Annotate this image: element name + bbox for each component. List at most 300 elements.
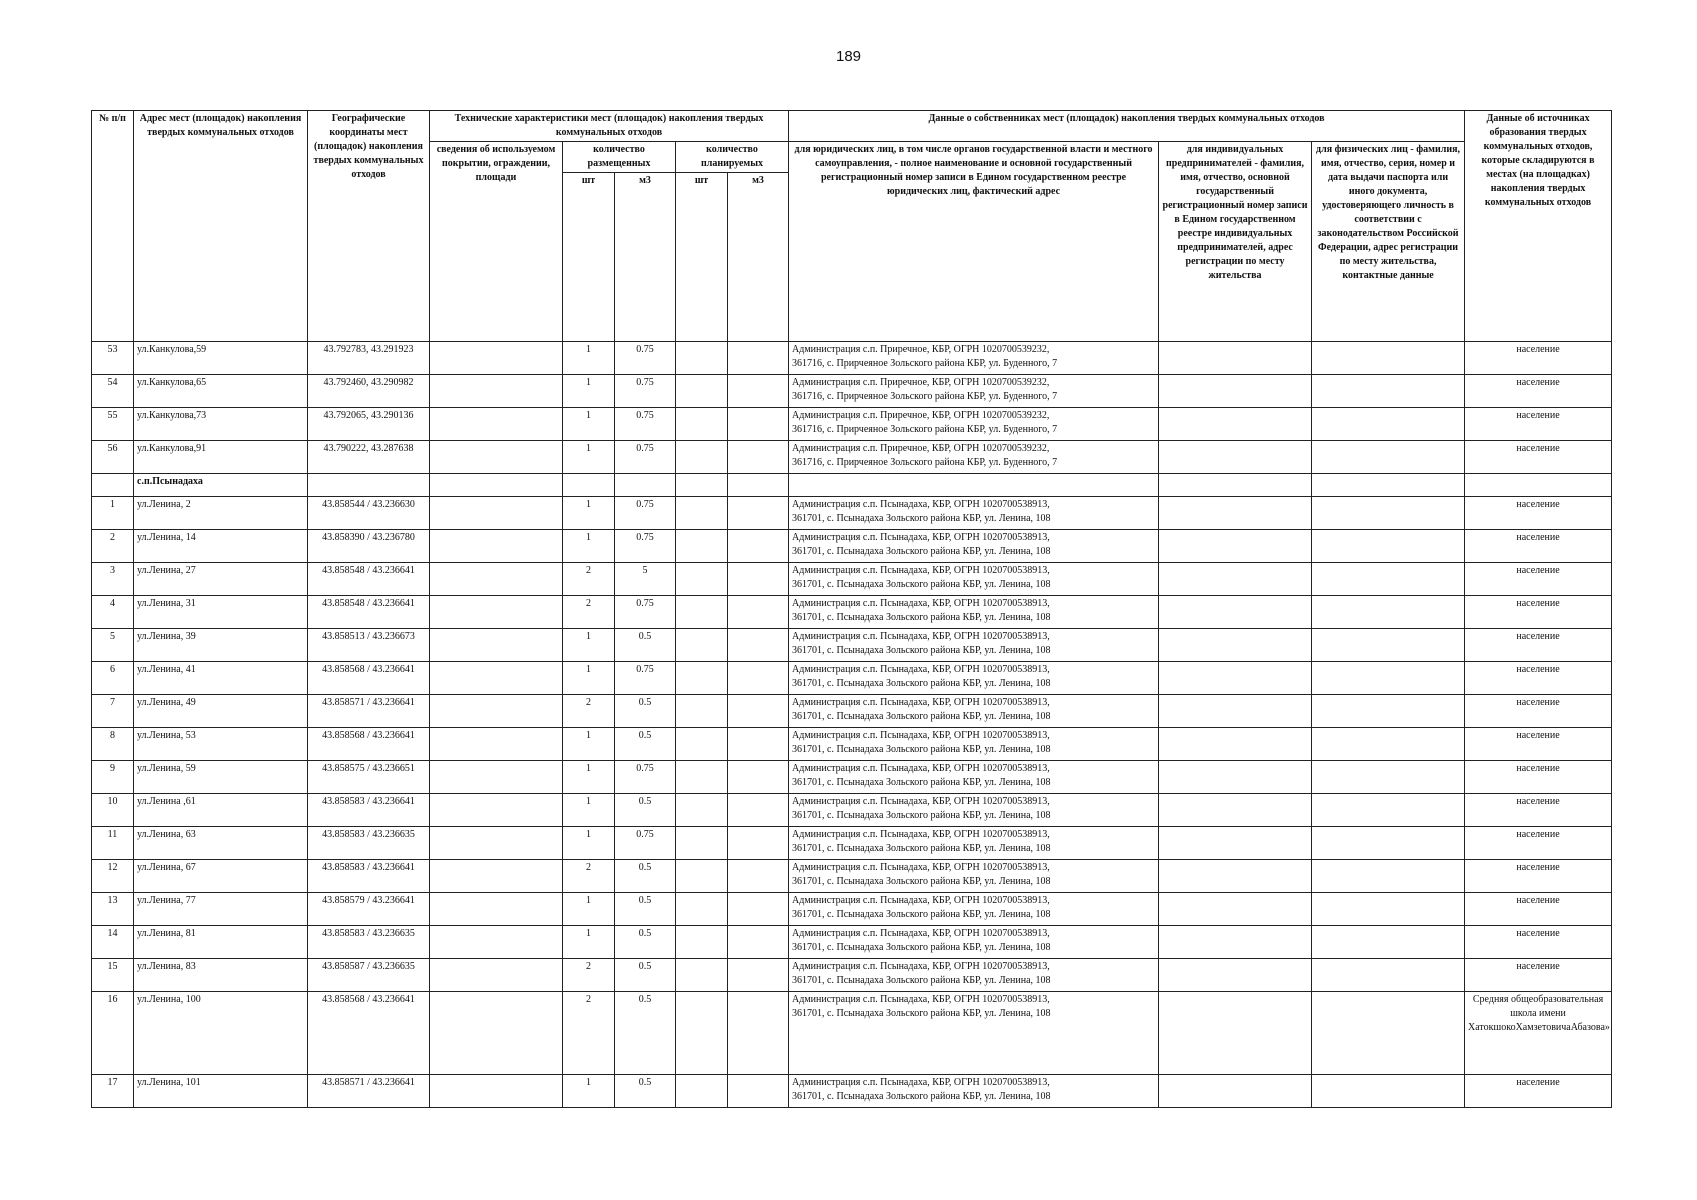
- cell-planned-m3: [728, 497, 789, 530]
- table-row: [92, 596, 1612, 629]
- cell-placed-pcs: 1: [563, 441, 615, 474]
- cell-placed-m3: 0.5: [615, 893, 676, 926]
- cell-legal-owner: [789, 860, 1159, 893]
- owner-line-1: Администрация с.п. Псынадаха, КБР, ОГРН 1020700538913,: [792, 598, 1050, 609]
- cell-legal-owner: [789, 959, 1159, 992]
- cell-placed-pcs: 1: [563, 926, 615, 959]
- owner-line-1: Администрация с.п. Псынадаха, КБР, ОГРН 1020700538913,: [792, 664, 1050, 675]
- cell-address: ул.Ленина, 53: [134, 728, 308, 761]
- owner-line-2: 361701, с. Псынадаха Зольского района КБР, ул. Ленина, 108: [792, 513, 1051, 524]
- cell-source: население: [1465, 441, 1612, 474]
- cell-planned-m3: [728, 827, 789, 860]
- owner-line-2: 361701, с. Псынадаха Зольского района КБР, ул. Ленина, 108: [792, 810, 1051, 821]
- cell-placed-pcs: 1: [563, 530, 615, 563]
- cell-placed-m3: 0.5: [615, 992, 676, 1075]
- owner-line-1: Администрация с.п. Псынадаха, КБР, ОГРН 1020700538913,: [792, 895, 1050, 906]
- cell-planned-pcs: [676, 342, 728, 375]
- header-owners: Данные о собственниках мест (площадок) накопления твердых коммунальных отходов: [789, 111, 1465, 142]
- cell-surface: [430, 695, 563, 728]
- cell-planned-m3: [728, 1075, 789, 1108]
- cell-individual: [1312, 530, 1465, 563]
- cell-individual: [1312, 794, 1465, 827]
- cell-surface: [430, 1075, 563, 1108]
- cell-coords: 43.858575 / 43.236651: [308, 761, 430, 794]
- owner-line-2: 361701, с. Псынадаха Зольского района КБР, ул. Ленина, 108: [792, 744, 1051, 755]
- cell-address: ул.Ленина, 67: [134, 860, 308, 893]
- cell-source: Средняя общеобразовательная школа имени ХатокшокоХамзетовичаАбазова»: [1465, 992, 1612, 1075]
- cell-coords: 43.858568 / 43.236641: [308, 662, 430, 695]
- cell-individual: [1312, 375, 1465, 408]
- cell-source: население: [1465, 629, 1612, 662]
- header-placed-pcs: шт: [563, 173, 615, 342]
- owner-line-1: Администрация с.п. Псынадаха, КБР, ОГРН 1020700538913,: [792, 994, 1050, 1005]
- cell-num: 10: [92, 794, 134, 827]
- cell-individual: [1312, 827, 1465, 860]
- table-row: [92, 408, 1612, 441]
- header-num: № п/п: [92, 111, 134, 342]
- cell-planned-m3: [728, 761, 789, 794]
- cell-coords: 43.858583 / 43.236635: [308, 827, 430, 860]
- owner-line-1: Администрация с.п. Приречное, КБР, ОГРН 1020700539232,: [792, 410, 1050, 421]
- cell-planned-pcs: [676, 794, 728, 827]
- cell-planned-pcs: [676, 1075, 728, 1108]
- cell-placed-m3: 0.5: [615, 695, 676, 728]
- cell-entrepreneur: [1159, 728, 1312, 761]
- cell-individual: [1312, 596, 1465, 629]
- table-row: [92, 563, 1612, 596]
- table-row: [92, 497, 1612, 530]
- cell-surface: [430, 794, 563, 827]
- cell-source: население: [1465, 1075, 1612, 1108]
- cell-coords: 43.858579 / 43.236641: [308, 893, 430, 926]
- cell-planned-pcs: [676, 497, 728, 530]
- cell-planned-pcs: [676, 530, 728, 563]
- cell-source: население: [1465, 695, 1612, 728]
- cell-source: население: [1465, 794, 1612, 827]
- cell-surface: [430, 827, 563, 860]
- cell-planned-pcs: [676, 893, 728, 926]
- cell-num: 3: [92, 563, 134, 596]
- cell-planned-m3: [728, 441, 789, 474]
- cell-planned-m3: [728, 342, 789, 375]
- cell-legal-owner: [789, 1075, 1159, 1108]
- cell-source: население: [1465, 893, 1612, 926]
- owner-line-1: Администрация с.п. Псынадаха, КБР, ОГРН 1020700538913,: [792, 862, 1050, 873]
- cell-placed-pcs: 2: [563, 695, 615, 728]
- owner-line-2: 361701, с. Псынадаха Зольского района КБР, ул. Ленина, 108: [792, 975, 1051, 986]
- cell-placed-pcs: 1: [563, 728, 615, 761]
- cell-legal-owner: [789, 695, 1159, 728]
- cell-num: 13: [92, 893, 134, 926]
- section-empty-cell: [430, 474, 563, 497]
- owner-line-1: Администрация с.п. Псынадаха, КБР, ОГРН 1020700538913,: [792, 928, 1050, 939]
- cell-entrepreneur: [1159, 761, 1312, 794]
- cell-planned-m3: [728, 926, 789, 959]
- section-empty-cell: [563, 474, 615, 497]
- cell-planned-m3: [728, 629, 789, 662]
- cell-address: ул.Канкулова,59: [134, 342, 308, 375]
- owner-line-1: Администрация с.п. Приречное, КБР, ОГРН 1020700539232,: [792, 443, 1050, 454]
- section-empty-cell: [789, 474, 1159, 497]
- cell-surface: [430, 992, 563, 1075]
- cell-source: население: [1465, 662, 1612, 695]
- owner-line-2: 361716, с. Прирчеяное Зольского района КБР, ул. Буденного, 7: [792, 424, 1058, 435]
- cell-planned-m3: [728, 695, 789, 728]
- cell-coords: 43.858571 / 43.236641: [308, 1075, 430, 1108]
- cell-placed-pcs: 1: [563, 794, 615, 827]
- header-individuals: для физических лиц - фамилия, имя, отчество, серия, номер и дата выдачи паспорта или иного документа, удостоверяющего личность в соответствии с законодательством Российской Федерации, адрес регистрации по месту жительства, контактные данные: [1312, 142, 1465, 342]
- cell-coords: 43.858544 / 43.236630: [308, 497, 430, 530]
- cell-placed-pcs: 2: [563, 563, 615, 596]
- cell-source: население: [1465, 342, 1612, 375]
- cell-surface: [430, 408, 563, 441]
- owner-line-2: 361716, с. Прирчеяное Зольского района КБР, ул. Буденного, 7: [792, 391, 1058, 402]
- cell-coords: 43.858587 / 43.236635: [308, 959, 430, 992]
- owner-line-1: Администрация с.п. Приречное, КБР, ОГРН 1020700539232,: [792, 344, 1050, 355]
- cell-address: ул.Ленина, 39: [134, 629, 308, 662]
- cell-planned-m3: [728, 596, 789, 629]
- cell-legal-owner: [789, 408, 1159, 441]
- cell-coords: 43.858583 / 43.236641: [308, 860, 430, 893]
- cell-planned-m3: [728, 530, 789, 563]
- owner-line-2: 361701, с. Псынадаха Зольского района КБР, ул. Ленина, 108: [792, 909, 1051, 920]
- cell-placed-pcs: 1: [563, 497, 615, 530]
- cell-surface: [430, 375, 563, 408]
- cell-placed-pcs: 2: [563, 860, 615, 893]
- cell-address: ул.Ленина, 101: [134, 1075, 308, 1108]
- cell-address: ул.Ленина, 2: [134, 497, 308, 530]
- cell-num: 4: [92, 596, 134, 629]
- cell-placed-m3: 0.5: [615, 959, 676, 992]
- header-legal: для юридических лиц, в том числе органов государственной власти и местного самоуправления, - полное наименование и основной государственный регистрационный номер записи в Едином государственном реестре юридических лиц, фактический адрес: [789, 142, 1159, 342]
- cell-address: ул.Ленина, 77: [134, 893, 308, 926]
- cell-num: 54: [92, 375, 134, 408]
- cell-placed-pcs: 2: [563, 596, 615, 629]
- cell-entrepreneur: [1159, 497, 1312, 530]
- table-row: [92, 860, 1612, 893]
- cell-legal-owner: [789, 497, 1159, 530]
- cell-entrepreneur: [1159, 662, 1312, 695]
- table-header: [92, 111, 1612, 342]
- cell-planned-pcs: [676, 375, 728, 408]
- owner-line-2: 361701, с. Псынадаха Зольского района КБР, ул. Ленина, 108: [792, 546, 1051, 557]
- cell-source: население: [1465, 408, 1612, 441]
- cell-address: ул.Канкулова,73: [134, 408, 308, 441]
- cell-address: ул.Ленина, 49: [134, 695, 308, 728]
- cell-address: ул.Ленина, 81: [134, 926, 308, 959]
- cell-placed-m3: 0.75: [615, 375, 676, 408]
- cell-placed-pcs: 1: [563, 1075, 615, 1108]
- owner-line-2: 361701, с. Псынадаха Зольского района КБР, ул. Ленина, 108: [792, 1091, 1051, 1102]
- cell-planned-pcs: [676, 992, 728, 1075]
- cell-placed-m3: 0.75: [615, 662, 676, 695]
- header-sources: Данные об источниках образования твердых коммунальных отходов, которые складируются в местах (на площадках) накопления твердых коммунальных отходов: [1465, 111, 1612, 342]
- owner-line-2: 361701, с. Псынадаха Зольского района КБР, ул. Ленина, 108: [792, 711, 1051, 722]
- cell-individual: [1312, 860, 1465, 893]
- cell-address: ул.Канкулова,91: [134, 441, 308, 474]
- table-row: [92, 728, 1612, 761]
- table-row: [92, 959, 1612, 992]
- owner-line-2: 361701, с. Псынадаха Зольского района КБР, ул. Ленина, 108: [792, 612, 1051, 623]
- cell-individual: [1312, 992, 1465, 1075]
- owner-line-2: 361716, с. Прирчеяное Зольского района КБР, ул. Буденного, 7: [792, 358, 1058, 369]
- section-num-cell: [92, 474, 134, 497]
- cell-legal-owner: [789, 893, 1159, 926]
- cell-entrepreneur: [1159, 441, 1312, 474]
- cell-surface: [430, 563, 563, 596]
- cell-legal-owner: [789, 992, 1159, 1075]
- cell-planned-pcs: [676, 761, 728, 794]
- header-address: Адрес мест (площадок) накопления твердых коммунальных отходов: [134, 111, 308, 342]
- section-empty-cell: [728, 474, 789, 497]
- cell-planned-m3: [728, 662, 789, 695]
- cell-individual: [1312, 926, 1465, 959]
- table-row: [92, 695, 1612, 728]
- table-row: [92, 992, 1612, 1075]
- cell-address: ул.Ленина, 31: [134, 596, 308, 629]
- cell-placed-m3: 0.75: [615, 530, 676, 563]
- cell-planned-pcs: [676, 860, 728, 893]
- cell-planned-m3: [728, 728, 789, 761]
- waste-sites-table: [91, 110, 1612, 1108]
- cell-coords: 43.858583 / 43.236641: [308, 794, 430, 827]
- cell-legal-owner: [789, 629, 1159, 662]
- section-empty-cell: [1312, 474, 1465, 497]
- cell-surface: [430, 860, 563, 893]
- cell-individual: [1312, 959, 1465, 992]
- cell-planned-pcs: [676, 827, 728, 860]
- cell-surface: [430, 959, 563, 992]
- cell-address: ул.Ленина, 100: [134, 992, 308, 1075]
- cell-planned-pcs: [676, 408, 728, 441]
- header-qty-placed: количество размещенных: [563, 142, 676, 173]
- cell-legal-owner: [789, 441, 1159, 474]
- cell-num: 1: [92, 497, 134, 530]
- owner-line-1: Администрация с.п. Псынадаха, КБР, ОГРН 1020700538913,: [792, 730, 1050, 741]
- cell-placed-pcs: 1: [563, 375, 615, 408]
- cell-individual: [1312, 695, 1465, 728]
- cell-num: 9: [92, 761, 134, 794]
- cell-legal-owner: [789, 827, 1159, 860]
- owner-line-1: Администрация с.п. Псынадаха, КБР, ОГРН 1020700538913,: [792, 697, 1050, 708]
- cell-address: ул.Ленина, 27: [134, 563, 308, 596]
- cell-entrepreneur: [1159, 596, 1312, 629]
- page-number: 189: [835, 48, 862, 65]
- cell-num: 11: [92, 827, 134, 860]
- cell-entrepreneur: [1159, 794, 1312, 827]
- cell-surface: [430, 497, 563, 530]
- cell-entrepreneur: [1159, 530, 1312, 563]
- cell-source: население: [1465, 497, 1612, 530]
- cell-individual: [1312, 728, 1465, 761]
- cell-planned-m3: [728, 408, 789, 441]
- cell-placed-pcs: 1: [563, 827, 615, 860]
- cell-coords: 43.858548 / 43.236641: [308, 596, 430, 629]
- cell-entrepreneur: [1159, 992, 1312, 1075]
- cell-placed-m3: 0.75: [615, 408, 676, 441]
- cell-planned-pcs: [676, 728, 728, 761]
- cell-source: население: [1465, 728, 1612, 761]
- cell-source: население: [1465, 827, 1612, 860]
- section-title: с.п.Псынадаха: [134, 474, 308, 497]
- cell-individual: [1312, 662, 1465, 695]
- table-row: [92, 761, 1612, 794]
- owner-line-2: 361701, с. Псынадаха Зольского района КБР, ул. Ленина, 108: [792, 843, 1051, 854]
- cell-entrepreneur: [1159, 1075, 1312, 1108]
- cell-surface: [430, 893, 563, 926]
- cell-num: 56: [92, 441, 134, 474]
- cell-entrepreneur: [1159, 629, 1312, 662]
- cell-coords: 43.792065, 43.290136: [308, 408, 430, 441]
- cell-planned-pcs: [676, 695, 728, 728]
- cell-individual: [1312, 342, 1465, 375]
- cell-coords: 43.790222, 43.287638: [308, 441, 430, 474]
- header-planned-m3: м3: [728, 173, 789, 342]
- owner-line-2: 361701, с. Псынадаха Зольского района КБР, ул. Ленина, 108: [792, 678, 1051, 689]
- cell-entrepreneur: [1159, 926, 1312, 959]
- owner-line-2: 361701, с. Псынадаха Зольского района КБР, ул. Ленина, 108: [792, 942, 1051, 953]
- owner-line-1: Администрация с.п. Псынадаха, КБР, ОГРН 1020700538913,: [792, 499, 1050, 510]
- cell-address: ул.Ленина, 14: [134, 530, 308, 563]
- cell-individual: [1312, 1075, 1465, 1108]
- cell-address: ул.Ленина, 41: [134, 662, 308, 695]
- cell-surface: [430, 441, 563, 474]
- cell-placed-pcs: 1: [563, 893, 615, 926]
- cell-placed-pcs: 2: [563, 992, 615, 1075]
- cell-legal-owner: [789, 761, 1159, 794]
- cell-placed-pcs: 1: [563, 408, 615, 441]
- cell-placed-m3: 0.75: [615, 497, 676, 530]
- table-row: [92, 893, 1612, 926]
- cell-placed-m3: 0.5: [615, 629, 676, 662]
- cell-num: 15: [92, 959, 134, 992]
- cell-coords: 43.792460, 43.290982: [308, 375, 430, 408]
- cell-num: 16: [92, 992, 134, 1075]
- cell-placed-pcs: 1: [563, 761, 615, 794]
- section-empty-cell: [1465, 474, 1612, 497]
- cell-surface: [430, 530, 563, 563]
- owner-line-1: Администрация с.п. Псынадаха, КБР, ОГРН 1020700538913,: [792, 796, 1050, 807]
- cell-coords: 43.858548 / 43.236641: [308, 563, 430, 596]
- cell-placed-m3: 0.5: [615, 926, 676, 959]
- cell-placed-m3: 5: [615, 563, 676, 596]
- cell-num: 53: [92, 342, 134, 375]
- cell-coords: 43.858390 / 43.236780: [308, 530, 430, 563]
- cell-entrepreneur: [1159, 860, 1312, 893]
- cell-individual: [1312, 497, 1465, 530]
- cell-planned-m3: [728, 959, 789, 992]
- cell-address: ул.Канкулова,65: [134, 375, 308, 408]
- table-row: [92, 794, 1612, 827]
- cell-planned-pcs: [676, 441, 728, 474]
- cell-planned-pcs: [676, 596, 728, 629]
- cell-num: 7: [92, 695, 134, 728]
- cell-address: ул.Ленина, 83: [134, 959, 308, 992]
- cell-source: население: [1465, 563, 1612, 596]
- cell-coords: 43.858583 / 43.236635: [308, 926, 430, 959]
- cell-individual: [1312, 761, 1465, 794]
- table-body: [92, 342, 1612, 1108]
- cell-entrepreneur: [1159, 375, 1312, 408]
- cell-source: население: [1465, 959, 1612, 992]
- cell-legal-owner: [789, 375, 1159, 408]
- cell-individual: [1312, 441, 1465, 474]
- cell-surface: [430, 342, 563, 375]
- table-row: [92, 629, 1612, 662]
- cell-num: 17: [92, 1075, 134, 1108]
- cell-planned-pcs: [676, 959, 728, 992]
- owner-line-1: Администрация с.п. Псынадаха, КБР, ОГРН 1020700538913,: [792, 565, 1050, 576]
- header-surface: сведения об используемом покрытии, ограждении, площади: [430, 142, 563, 342]
- owner-line-2: 361701, с. Псынадаха Зольского района КБР, ул. Ленина, 108: [792, 1008, 1051, 1019]
- owner-line-2: 361701, с. Псынадаха Зольского района КБР, ул. Ленина, 108: [792, 876, 1051, 887]
- owner-line-1: Администрация с.п. Псынадаха, КБР, ОГРН 1020700538913,: [792, 631, 1050, 642]
- cell-source: население: [1465, 596, 1612, 629]
- cell-coords: 43.858568 / 43.236641: [308, 992, 430, 1075]
- cell-num: 8: [92, 728, 134, 761]
- cell-num: 12: [92, 860, 134, 893]
- owner-line-1: Администрация с.п. Псынадаха, КБР, ОГРН 1020700538913,: [792, 829, 1050, 840]
- cell-planned-m3: [728, 794, 789, 827]
- cell-legal-owner: [789, 728, 1159, 761]
- cell-legal-owner: [789, 342, 1159, 375]
- header-coords: Географические координаты мест (площадок) накопления твердых коммунальных отходов: [308, 111, 430, 342]
- cell-planned-m3: [728, 893, 789, 926]
- header-placed-m3: м3: [615, 173, 676, 342]
- cell-surface: [430, 596, 563, 629]
- cell-individual: [1312, 408, 1465, 441]
- table-row: [92, 342, 1612, 375]
- cell-entrepreneur: [1159, 563, 1312, 596]
- cell-entrepreneur: [1159, 695, 1312, 728]
- cell-legal-owner: [789, 563, 1159, 596]
- cell-placed-m3: 0.5: [615, 794, 676, 827]
- cell-placed-pcs: 1: [563, 662, 615, 695]
- cell-placed-m3: 0.5: [615, 728, 676, 761]
- section-row: [92, 474, 1612, 497]
- cell-legal-owner: [789, 530, 1159, 563]
- cell-num: 55: [92, 408, 134, 441]
- table-row: [92, 375, 1612, 408]
- cell-source: население: [1465, 860, 1612, 893]
- owner-line-2: 361716, с. Прирчеяное Зольского района КБР, ул. Буденного, 7: [792, 457, 1058, 468]
- header-entrepreneurs: для индивидуальных предпринимателей - фамилия, имя, отчество, основной государственный регистрационный номер записи в Едином государственном реестре индивидуальных предпринимателей, адрес регистрации по месту жительства: [1159, 142, 1312, 342]
- cell-planned-pcs: [676, 629, 728, 662]
- cell-planned-m3: [728, 992, 789, 1075]
- cell-surface: [430, 761, 563, 794]
- owner-line-1: Администрация с.п. Псынадаха, КБР, ОГРН 1020700538913,: [792, 961, 1050, 972]
- cell-entrepreneur: [1159, 408, 1312, 441]
- cell-planned-pcs: [676, 563, 728, 596]
- cell-num: 5: [92, 629, 134, 662]
- section-empty-cell: [615, 474, 676, 497]
- cell-planned-m3: [728, 860, 789, 893]
- table-row: [92, 926, 1612, 959]
- cell-legal-owner: [789, 662, 1159, 695]
- cell-placed-m3: 0.75: [615, 342, 676, 375]
- cell-num: 14: [92, 926, 134, 959]
- owner-line-1: Администрация с.п. Псынадаха, КБР, ОГРН 1020700538913,: [792, 532, 1050, 543]
- owner-line-1: Администрация с.п. Псынадаха, КБР, ОГРН 1020700538913,: [792, 1077, 1050, 1088]
- cell-individual: [1312, 893, 1465, 926]
- section-empty-cell: [1159, 474, 1312, 497]
- cell-individual: [1312, 563, 1465, 596]
- cell-coords: 43.858513 / 43.236673: [308, 629, 430, 662]
- cell-source: население: [1465, 530, 1612, 563]
- cell-planned-m3: [728, 375, 789, 408]
- cell-legal-owner: [789, 794, 1159, 827]
- table-row: [92, 827, 1612, 860]
